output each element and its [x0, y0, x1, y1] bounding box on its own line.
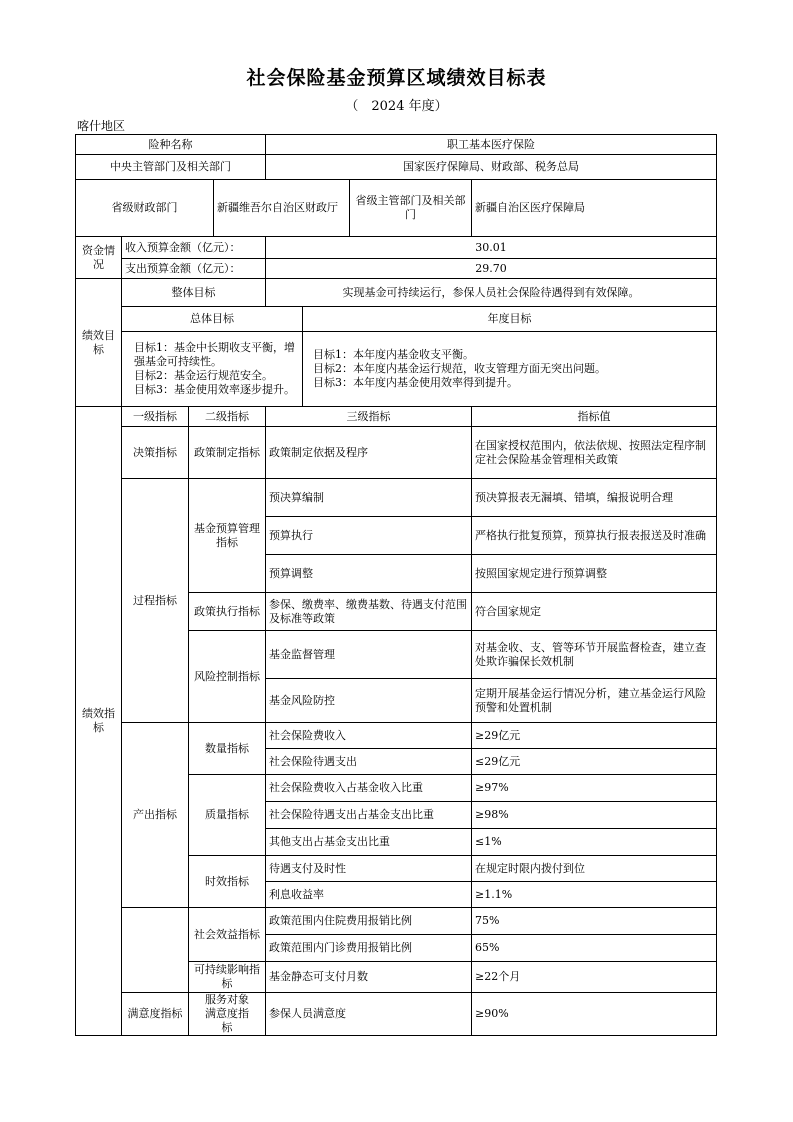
- budget-l3-2: 预算调整: [266, 555, 472, 593]
- budget-year: （ 2024 年度）: [345, 99, 448, 114]
- general-goal-2: 目标2：基金运行规范安全。: [134, 369, 273, 382]
- general-goal-header: 总体目标: [122, 307, 303, 332]
- expense-value: 29.70: [266, 259, 717, 279]
- time-l3-0: 待遇支付及时性: [266, 856, 472, 882]
- quality-value-2: ≤1%: [472, 829, 717, 856]
- sustain-l2: 可持续影响指标: [189, 962, 266, 993]
- social-l3-1: 政策范围内门诊费用报销比例: [266, 935, 472, 962]
- risk-value-1: 定期开展基金运行情况分析，建立基金运行风险预警和处置机制: [472, 679, 717, 723]
- fund-type-value: 职工基本医疗保险: [266, 135, 717, 155]
- time-l3-1: 利息收益率: [266, 882, 472, 908]
- income-label: 收入预算金额（亿元）：: [122, 237, 266, 259]
- prov-finance-value: 新疆维吾尔自治区财政厅: [214, 180, 350, 237]
- quantity-value-1: ≤29亿元: [472, 749, 717, 775]
- fund-type-label: 险种名称: [76, 135, 266, 155]
- table-row: [76, 908, 717, 935]
- risk-l3-0: 基金监督管理: [266, 631, 472, 679]
- policy-exec-l3: 参保、缴费率、缴费基数、待遇支付范围及标准等政策: [266, 593, 472, 631]
- output-l1: 产出指标: [122, 723, 189, 908]
- quality-value-1: ≥98%: [472, 802, 717, 829]
- risk-value-0: 对基金收、支、管等环节开展监督检查，建立查处欺诈骗保长效机制: [472, 631, 717, 679]
- process-l1: 过程指标: [122, 479, 189, 723]
- expense-label: 支出预算金额（亿元）：: [122, 259, 266, 279]
- table-row: [76, 427, 717, 479]
- fund-type-row: [76, 135, 717, 155]
- income-row: [76, 237, 717, 259]
- value-header: 指标值: [472, 407, 717, 427]
- time-value-0: 在规定时限内拨付到位: [472, 856, 717, 882]
- overall-goal-value: 实现基金可持续运行，参保人员社会保险待遇得到有效保障。: [266, 279, 717, 307]
- overall-goal-label: 整体目标: [122, 279, 266, 307]
- budget-mgmt-l2: 基金预算管理指标: [189, 479, 266, 593]
- annual-goal-1: 目标1：本年度内基金收支平衡。: [313, 348, 474, 361]
- social-value-1: 65%: [472, 935, 717, 962]
- general-goal-1: 目标1：基金中长期收支平衡，增强基金可持续性。: [134, 341, 295, 368]
- decision-l3: 政策制定依据及程序: [266, 427, 472, 479]
- annual-goal-text: [303, 332, 717, 407]
- central-dept-label: 中央主管部门及相关部门: [76, 155, 266, 180]
- quantity-l3-1: 社会保险待遇支出: [266, 749, 472, 775]
- quantity-l3-0: 社会保险费收入: [266, 723, 472, 749]
- table-row: [76, 993, 717, 1036]
- table-row: [76, 479, 717, 517]
- central-dept-row: [76, 155, 717, 180]
- income-value: 30.01: [266, 237, 717, 259]
- social-benefit-l2: 社会效益指标: [189, 908, 266, 962]
- annual-goal-3: 目标3：本年度内基金使用效率得到提升。: [313, 376, 518, 389]
- decision-l1: 决策指标: [122, 427, 189, 479]
- central-dept-value: 国家医疗保障局、财政部、税务总局: [266, 155, 717, 180]
- quality-l2: 质量指标: [189, 775, 266, 856]
- funds-group-label: 资金情况: [76, 237, 122, 279]
- satisfaction-l3: 参保人员满意度: [266, 993, 472, 1036]
- satisfaction-value: ≥90%: [472, 993, 717, 1036]
- policy-exec-l2: 政策执行指标: [189, 593, 266, 631]
- indicator-header-row: [76, 407, 717, 427]
- time-l2: 时效指标: [189, 856, 266, 908]
- prov-dept-value: 新疆自治区医疗保障局: [472, 180, 717, 237]
- annual-goal-2: 目标2：本年度内基金运行规范，收支管理方面无突出问题。: [313, 362, 606, 375]
- effect-l1-blank: [122, 908, 189, 993]
- indicators-group-label: 绩效指标: [76, 407, 122, 1036]
- goals-group-label: 绩效目标: [76, 279, 122, 407]
- decision-value: 在国家授权范围内，依法依规、按照法定程序制定社会保险基金管理相关政策: [472, 427, 717, 479]
- expense-row: [76, 259, 717, 279]
- policy-exec-value: 符合国家规定: [472, 593, 717, 631]
- table-row: [76, 723, 717, 749]
- quantity-l2: 数量指标: [189, 723, 266, 775]
- social-l3-0: 政策范围内住院费用报销比例: [266, 908, 472, 935]
- quantity-value-0: ≥29亿元: [472, 723, 717, 749]
- level1-header: 一级指标: [122, 407, 189, 427]
- page-title: 社会保险基金预算区域绩效目标表: [246, 67, 547, 89]
- budget-l3-1: 预算执行: [266, 517, 472, 555]
- sustain-l3: 基金静态可支付月数: [266, 962, 472, 993]
- risk-l3-1: 基金风险防控: [266, 679, 472, 723]
- annual-goal-header: 年度目标: [303, 307, 717, 332]
- quality-l3-1: 社会保险待遇支出占基金支出比重: [266, 802, 472, 829]
- social-value-0: 75%: [472, 908, 717, 935]
- general-goal-3: 目标3：基金使用效率逐步提升。: [134, 383, 295, 396]
- region-label: 喀什地区: [77, 119, 126, 133]
- risk-control-l2: 风险控制指标: [189, 631, 266, 723]
- level3-header: 三级指标: [266, 407, 472, 427]
- decision-l2: 政策制定指标: [189, 427, 266, 479]
- prov-finance-label: 省级财政部门: [76, 180, 214, 237]
- sustain-value: ≥22个月: [472, 962, 717, 993]
- quality-value-0: ≥97%: [472, 775, 717, 802]
- level2-header: 二级指标: [189, 407, 266, 427]
- budget-value-2: 按照国家规定进行预算调整: [472, 555, 717, 593]
- quality-l3-2: 其他支出占基金支出比重: [266, 829, 472, 856]
- prov-dept-label: 省级主管部门及相关部门: [350, 180, 472, 237]
- overall-goal-row: [76, 279, 717, 307]
- goal-detail-row: [76, 332, 717, 407]
- provincial-row: [76, 180, 717, 237]
- satisfaction-l1: 满意度指标: [122, 993, 189, 1036]
- general-goal-text: [122, 332, 303, 407]
- time-value-1: ≥1.1%: [472, 882, 717, 908]
- goal-header-row: [76, 307, 717, 332]
- budget-l3-0: 预决算编制: [266, 479, 472, 517]
- budget-value-1: 严格执行批复预算，预算执行报表报送及时准确: [472, 517, 717, 555]
- quality-l3-0: 社会保险费收入占基金收入比重: [266, 775, 472, 802]
- satisfaction-l2: 服务对象满意度指标: [189, 993, 266, 1036]
- budget-value-0: 预决算报表无漏填、错填，编报说明合理: [472, 479, 717, 517]
- performance-target-table: [75, 134, 717, 1036]
